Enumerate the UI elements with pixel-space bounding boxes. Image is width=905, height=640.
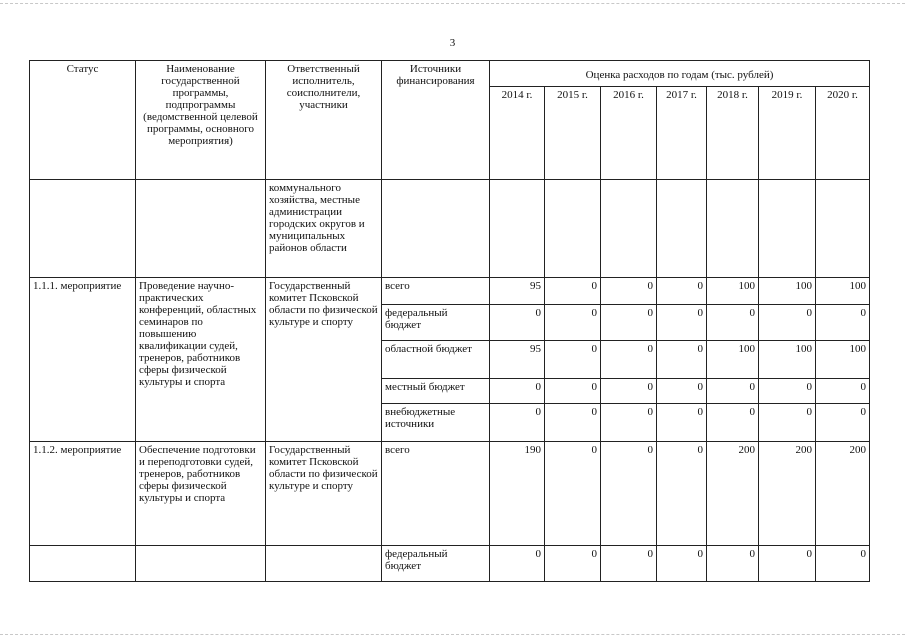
header-status: Статус <box>30 61 136 180</box>
continuation-row <box>30 180 870 278</box>
value-cell: 200 <box>759 442 816 546</box>
value-cell: 0 <box>707 404 759 442</box>
executor-cell <box>266 546 382 582</box>
value-cell: 0 <box>816 404 870 442</box>
value-cell: 95 <box>490 278 545 305</box>
source-cell: внебюджетные источники <box>382 404 490 442</box>
value-cell: 0 <box>545 404 601 442</box>
source-cell: всего <box>382 442 490 546</box>
value-cell: 0 <box>707 546 759 582</box>
value-cell: 0 <box>601 442 657 546</box>
value-cell: 0 <box>545 442 601 546</box>
table-row <box>30 278 870 305</box>
value-cell: 0 <box>707 305 759 341</box>
header-name: Наименование государственной программы, подпрограммы (ведомственной целевой программы, основного мероприятия) <box>136 61 266 180</box>
status-cell: 1.1.1. мероприятие <box>30 278 136 442</box>
value-cell: 0 <box>601 278 657 305</box>
year-header: 2014 г. <box>490 87 545 180</box>
bottom-scan-edge <box>0 634 905 635</box>
value-cell: 100 <box>816 341 870 379</box>
status-cell <box>30 180 136 278</box>
header-estimate: Оценка расходов по годам (тыс. рублей) <box>490 61 870 87</box>
value-cell: 0 <box>490 546 545 582</box>
value-cell: 95 <box>490 341 545 379</box>
value-cell: 100 <box>759 278 816 305</box>
value-cell: 0 <box>816 305 870 341</box>
header-row <box>30 61 870 87</box>
year-header: 2020 г. <box>816 87 870 180</box>
year-header: 2016 г. <box>601 87 657 180</box>
name-cell: Проведение научно-практических конференций, областных семинаров по повышению квалификации судей, тренеров, работников сферы физической культуры и спорта <box>136 278 266 442</box>
value-cell: 0 <box>490 305 545 341</box>
value-cell: 0 <box>759 305 816 341</box>
value-cell: 0 <box>490 404 545 442</box>
value-cell: 0 <box>545 341 601 379</box>
value-cell: 100 <box>759 341 816 379</box>
executor-cell: коммунального хозяйства, местные администрации городских округов и муниципальных районов области <box>266 180 382 278</box>
value-cell: 190 <box>490 442 545 546</box>
page-number: 3 <box>449 37 456 49</box>
year-header: 2018 г. <box>707 87 759 180</box>
expenditure-table <box>29 60 870 582</box>
value-cell: 0 <box>816 546 870 582</box>
source-cell: федеральный бюджет <box>382 305 490 341</box>
value-cell: 0 <box>601 546 657 582</box>
value-cell: 0 <box>657 442 707 546</box>
value-cell: 0 <box>545 278 601 305</box>
table-row <box>30 546 870 582</box>
header-executor: Ответственный исполнитель, соисполнители, участники <box>266 61 382 180</box>
header-sources: Источники финансирования <box>382 61 490 180</box>
value-cell: 0 <box>657 278 707 305</box>
source-cell: местный бюджет <box>382 379 490 404</box>
value-cell: 0 <box>545 379 601 404</box>
value-cell: 0 <box>545 305 601 341</box>
status-cell <box>30 546 136 582</box>
source-cell: федеральный бюджет <box>382 546 490 582</box>
value-cell: 0 <box>601 379 657 404</box>
top-scan-edge <box>0 3 905 4</box>
table-row <box>30 442 870 546</box>
value-cell: 100 <box>707 278 759 305</box>
year-header: 2019 г. <box>759 87 816 180</box>
value-cell: 0 <box>657 379 707 404</box>
year-header: 2017 г. <box>657 87 707 180</box>
value-cell: 0 <box>657 546 707 582</box>
value-cell: 0 <box>601 404 657 442</box>
executor-cell: Государственный комитет Псковской области по физической культуре и спорту <box>266 278 382 442</box>
name-cell: Обеспечение подготовки и переподготовки судей, тренеров, работников сферы физической культуры и спорта <box>136 442 266 546</box>
year-header: 2015 г. <box>545 87 601 180</box>
value-cell: 0 <box>601 305 657 341</box>
value-cell: 0 <box>601 341 657 379</box>
value-cell: 0 <box>759 404 816 442</box>
executor-cell: Государственный комитет Псковской области по физической культуре и спорту <box>266 442 382 546</box>
value-cell: 0 <box>490 379 545 404</box>
name-cell <box>136 546 266 582</box>
value-cell: 0 <box>707 379 759 404</box>
source-cell: областной бюджет <box>382 341 490 379</box>
value-cell: 0 <box>657 341 707 379</box>
value-cell: 200 <box>707 442 759 546</box>
value-cell: 200 <box>816 442 870 546</box>
name-cell <box>136 180 266 278</box>
value-cell: 0 <box>657 404 707 442</box>
value-cell: 0 <box>759 546 816 582</box>
value-cell: 0 <box>759 379 816 404</box>
value-cell: 0 <box>545 546 601 582</box>
value-cell: 100 <box>816 278 870 305</box>
source-cell <box>382 180 490 278</box>
value-cell: 100 <box>707 341 759 379</box>
value-cell: 0 <box>816 379 870 404</box>
source-cell: всего <box>382 278 490 305</box>
value-cell: 0 <box>657 305 707 341</box>
status-cell: 1.1.2. мероприятие <box>30 442 136 546</box>
